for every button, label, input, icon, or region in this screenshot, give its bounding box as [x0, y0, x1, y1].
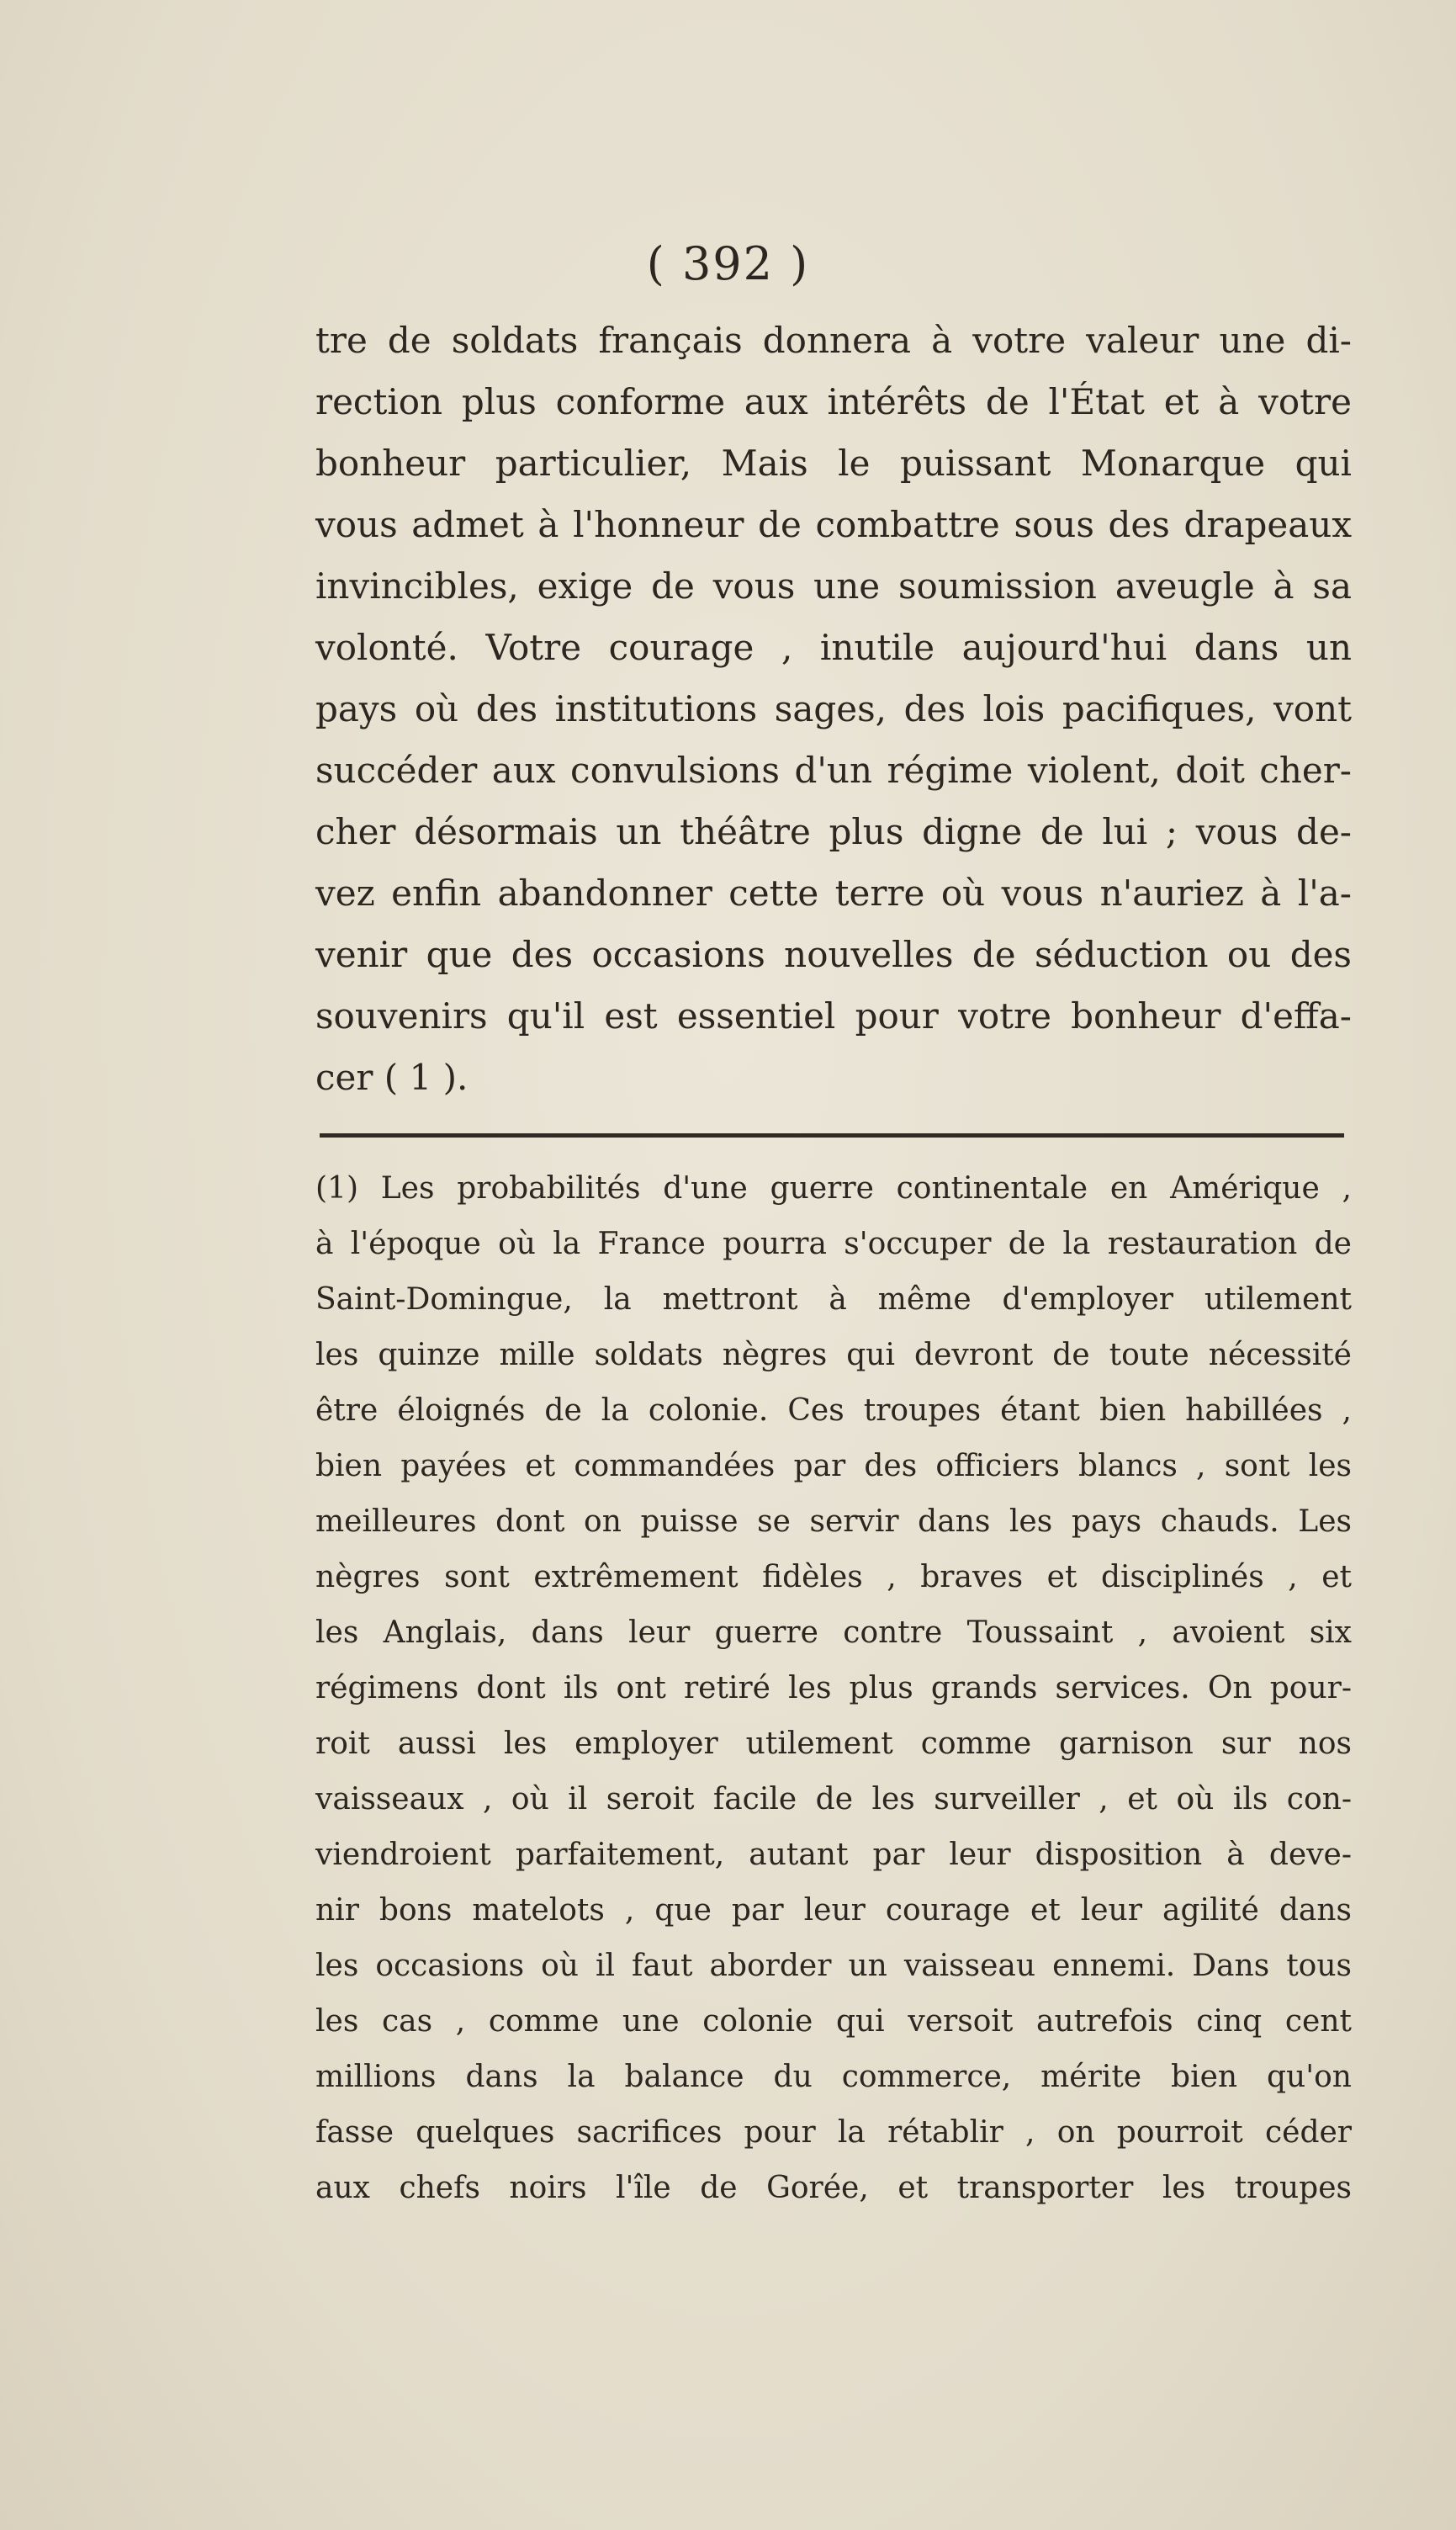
- footnote-line: bien payées et commandées par des officiers blancs , sont les: [315, 1449, 1352, 1483]
- main-text-line: invincibles, exige de vous une soumission aveugle à sa: [315, 565, 1352, 607]
- footnote-line: viendroient parfaitement, autant par leur disposition à deve-: [315, 1838, 1352, 1872]
- main-text-line: venir que des occasions nouvelles de séduction ou des: [315, 934, 1352, 975]
- main-text-block: [315, 310, 1352, 1108]
- footnote-line: (1) Les probabilités d'une guerre continentale en Amérique ,: [315, 1171, 1352, 1206]
- footnote-line: fasse quelques sacrifices pour la rétablir , on pourroit céder: [315, 2115, 1352, 2150]
- footnote-line: être éloignés de la colonie. Ces troupes étant bien habillées ,: [315, 1393, 1352, 1428]
- main-text-line: pays où des institutions sages, des lois pacifiques, vont: [315, 688, 1352, 729]
- footnote-line: nir bons matelots , que par leur courage et leur agilité dans: [315, 1893, 1352, 1928]
- footnote-line: à l'époque où la France pourra s'occuper de la restauration de: [315, 1227, 1352, 1261]
- footnote-line: Saint-Domingue, la mettront à même d'employer utilement: [315, 1282, 1352, 1317]
- footnote-line: roit aussi les employer utilement comme garnison sur nos: [315, 1726, 1352, 1761]
- footnote-line: les quinze mille soldats nègres qui devront de toute nécessité: [315, 1338, 1352, 1372]
- main-text-line: vous admet à l'honneur de combattre sous des drapeaux: [315, 504, 1352, 545]
- footnote-line: vaisseaux , où il seroit facile de les surveiller , et où ils con-: [315, 1782, 1352, 1817]
- main-text-line: cer ( 1 ).: [315, 1057, 469, 1098]
- main-text-line: tre de soldats français donnera à votre valeur une di-: [315, 320, 1352, 361]
- main-text-line: volonté. Votre courage , inutile aujourd'hui dans un: [315, 627, 1352, 668]
- main-text-line: bonheur particulier, Mais le puissant Monarque qui: [315, 443, 1352, 484]
- main-text-line: rection plus conforme aux intérêts de l'État et à votre: [315, 381, 1352, 422]
- footnote-line: les cas , comme une colonie qui versoit autrefois cinq cent: [315, 2004, 1352, 2039]
- footnote-line: nègres sont extrêmement fidèles , braves et disciplinés , et: [315, 1560, 1352, 1594]
- footnote-line: millions dans la balance du commerce, mérite bien qu'on: [315, 2060, 1352, 2094]
- footnote-line: régimens dont ils ont retiré les plus grands services. On pour-: [315, 1671, 1352, 1705]
- footnote-line: les Anglais, dans leur guerre contre Toussaint , avoient six: [315, 1615, 1352, 1650]
- main-text-line: souvenirs qu'il est essentiel pour votre bonheur d'effa-: [315, 995, 1352, 1037]
- footnote-separator-rule: [320, 1133, 1344, 1138]
- footnote-line: les occasions où il faut aborder un vaisseau ennemi. Dans tous: [315, 1949, 1352, 1983]
- main-text-line: vez enfin abandonner cette terre où vous n'auriez à l'a-: [315, 873, 1352, 914]
- main-text-line: succéder aux convulsions d'un régime violent, doit cher-: [315, 750, 1352, 791]
- footnote-line: meilleures dont on puisse se servir dans les pays chauds. Les: [315, 1504, 1352, 1539]
- footnote-block: [315, 1161, 1352, 2216]
- footnote-line: aux chefs noirs l'île de Gorée, et transporter les troupes: [315, 2171, 1352, 2205]
- page-number: ( 392 ): [646, 237, 810, 290]
- main-text-line: cher désormais un théâtre plus digne de lui ; vous de-: [315, 811, 1352, 852]
